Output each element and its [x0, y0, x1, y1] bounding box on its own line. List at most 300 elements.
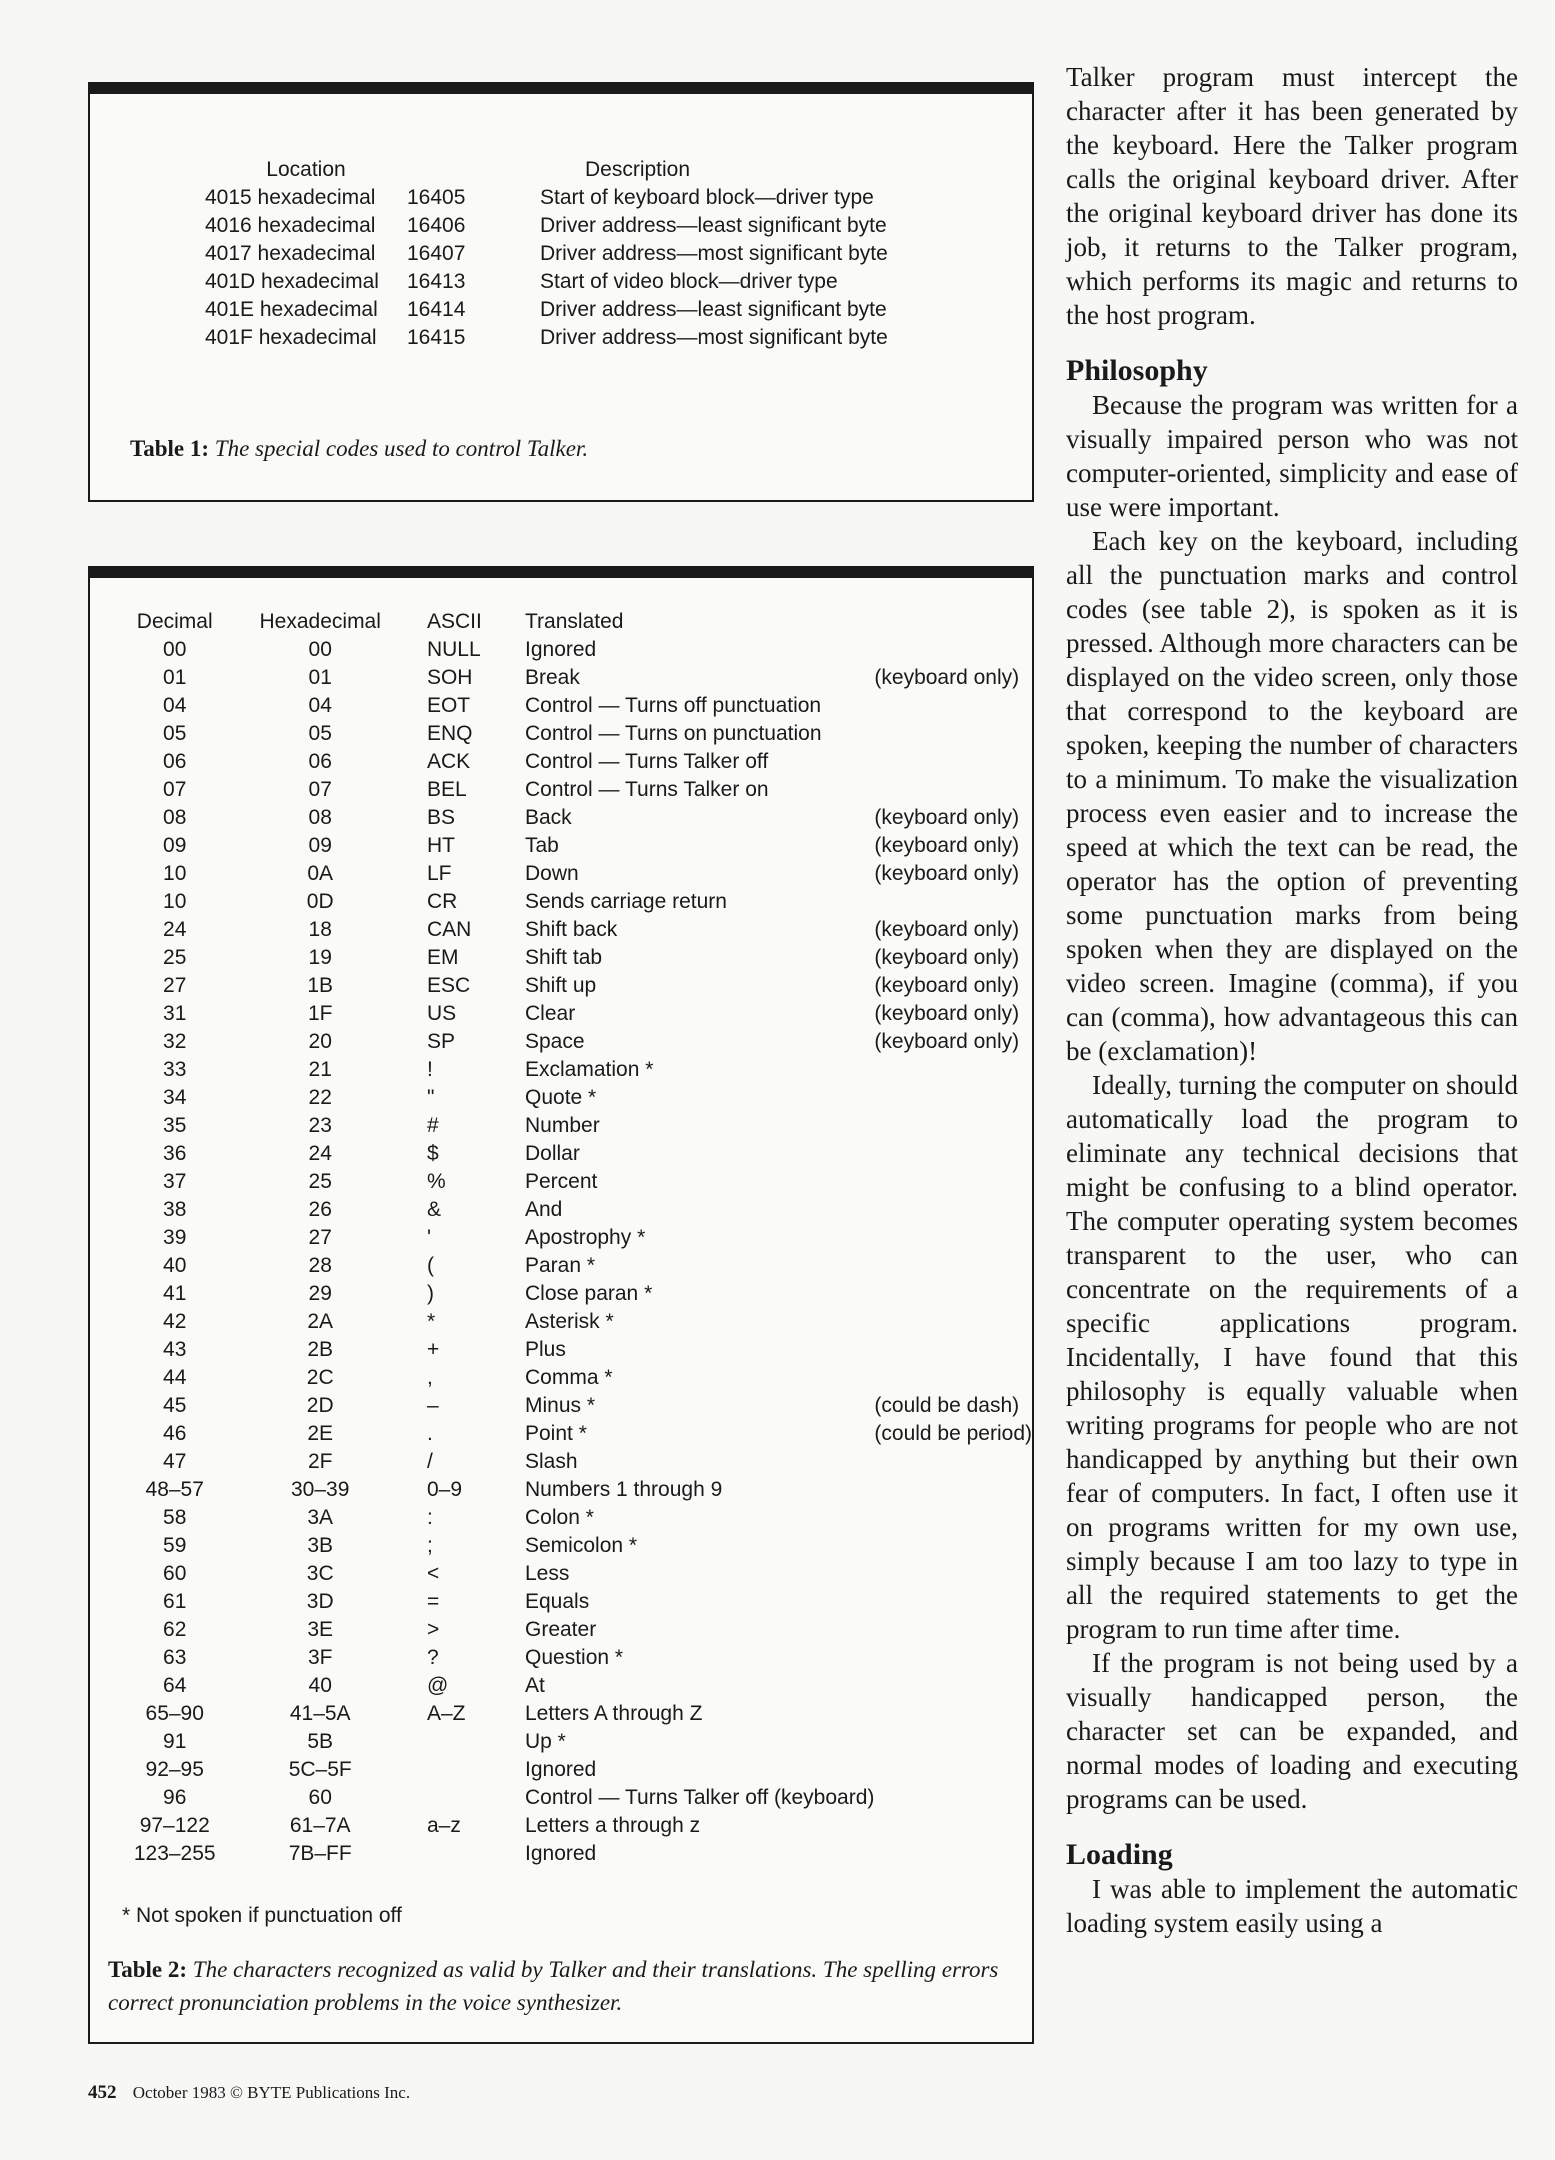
table2-cell-note	[874, 1840, 1032, 1868]
table2-cell-note	[874, 1476, 1032, 1504]
table2-cell-ascii: !	[426, 1058, 433, 1081]
table2-cell-decimal: 65–90	[145, 1702, 204, 1725]
table2-row	[128, 944, 1032, 972]
table2-cell-hex: 21	[308, 1058, 332, 1081]
table2-cell-ascii: BS	[426, 806, 455, 829]
table2-row	[128, 1532, 1032, 1560]
table2-cell-note	[874, 1700, 1032, 1728]
table2-cell-note	[874, 1084, 1032, 1112]
table2-cell-translated: Control — Turns Talker on	[525, 778, 769, 801]
table2-cell-translated: Close paran *	[525, 1282, 653, 1305]
table2-cell-ascii: "	[426, 1086, 435, 1109]
table2-cell-ascii: HT	[426, 834, 455, 857]
table1-panel	[88, 82, 1034, 502]
table2-cell-ascii: US	[426, 1002, 457, 1025]
table2-cell-hex: 5C–5F	[288, 1758, 352, 1781]
table2-cell-decimal: 59	[163, 1534, 187, 1557]
table2-cell-hex: 7B–FF	[288, 1842, 352, 1865]
table2-cell-ascii: CR	[426, 890, 458, 913]
table2-cell-ascii: =	[426, 1590, 440, 1613]
table2-cell-note	[874, 1224, 1032, 1252]
table1-cell-location: 401E hexadecimal	[205, 298, 378, 321]
table2-cell-translated: Apostrophy *	[525, 1226, 646, 1249]
table2-cell-note	[874, 1112, 1032, 1140]
table2-cell-ascii: %	[426, 1170, 446, 1193]
table2-footnote: * Not spoken if punctuation off	[122, 1904, 402, 1927]
table1-row	[205, 268, 888, 296]
table2-body	[128, 636, 1032, 1868]
table2-row	[128, 1252, 1032, 1280]
table2-row	[128, 1672, 1032, 1700]
table2-cell-hex: 01	[308, 666, 332, 689]
table2-cell-decimal: 46	[163, 1422, 187, 1445]
table2-cell-note	[874, 1644, 1032, 1672]
table2-cell-note	[874, 1756, 1032, 1784]
table2-cell-decimal: 63	[163, 1646, 187, 1669]
table2-cell-note: (keyboard only)	[874, 806, 1020, 829]
table2-cell-hex: 2B	[307, 1338, 334, 1361]
table2-panel	[88, 566, 1034, 2044]
loading-paragraph: I was able to implement the automatic loading system easily using a	[1066, 1874, 1518, 1938]
table2-cell-translated: Ignored	[525, 1842, 597, 1865]
table2-cell-note: (keyboard only)	[874, 1002, 1020, 1025]
table2-cell-translated: Colon *	[525, 1506, 594, 1529]
table2-cell-hex: 2D	[306, 1394, 334, 1417]
table2-cell-note: (keyboard only)	[874, 974, 1020, 997]
table2-cell-note	[874, 1056, 1032, 1084]
table2-cell-translated: And	[525, 1198, 563, 1221]
table2-row	[128, 1196, 1032, 1224]
table2-cell-ascii: &	[426, 1198, 441, 1221]
table2-cell-ascii: CAN	[426, 918, 472, 941]
table2-cell-decimal: 45	[163, 1394, 187, 1417]
table2-cell-hex: 5B	[307, 1730, 334, 1753]
table2-cell-ascii	[419, 1728, 525, 1756]
table2-row	[128, 1224, 1032, 1252]
table2-cell-translated: Control — Turns on punctuation	[525, 722, 822, 745]
table2-cell-note	[874, 1168, 1032, 1196]
table2-cell-hex: 2F	[307, 1450, 333, 1473]
table2-cell-decimal: 62	[163, 1618, 187, 1641]
table2-cell-translated: Minus *	[525, 1394, 596, 1417]
table2-row	[128, 860, 1032, 888]
table2-cell-ascii: –	[426, 1394, 439, 1417]
table2-cell-hex: 24	[308, 1142, 332, 1165]
table2-cell-note	[874, 776, 1032, 804]
philosophy-paragraph: Because the program was written for a visually impaired person who was not computer-oriented, simplicity and ease of use were important.	[1066, 390, 1518, 522]
table2-cell-translated: Up *	[525, 1730, 566, 1753]
table2-cell-note	[874, 1280, 1032, 1308]
table2-cell-note	[874, 720, 1032, 748]
philosophy-paragraph: Ideally, turning the computer on should automatically load the program to eliminate any technical decisions that might be confusing to a blind operator. The computer operating system becomes transparent to the user, who can concentrate on the requirements of a specific applications program. Incidentally, I have found that this philosophy is equally valuable when writing programs for people who are not handicapped by anything but their own fear of computers. In fact, I often use it on programs written for my own use, simply because I am too lazy to type in all the required statements to get the program to run time after time.	[1066, 1070, 1518, 1644]
table1-header-row	[205, 156, 888, 184]
table2-cell-note	[874, 1616, 1032, 1644]
table2-cell-decimal: 33	[163, 1058, 187, 1081]
table1-cell-description: Driver address—most significant byte	[540, 242, 888, 265]
table2-cell-decimal: 96	[163, 1786, 187, 1809]
table1-cell-location: 4016 hexadecimal	[205, 214, 376, 237]
table1-cell-decimal: 16414	[407, 298, 466, 321]
table2-cell-decimal: 36	[163, 1142, 187, 1165]
loading-heading: Loading	[1066, 1838, 1173, 1871]
table2-cell-hex: 20	[308, 1030, 332, 1053]
table2-cell-hex: 3D	[306, 1590, 334, 1613]
table2-cell-decimal: 97–122	[139, 1814, 210, 1837]
table2-row	[128, 1084, 1032, 1112]
table2-cell-decimal: 27	[163, 974, 187, 997]
table2-cell-hex: 0A	[307, 862, 334, 885]
table2-cell-hex: 3F	[307, 1646, 333, 1669]
table2-cell-decimal: 24	[163, 918, 187, 941]
table2-cell-ascii: ,	[426, 1366, 433, 1389]
table2-row	[128, 1812, 1032, 1840]
table2-cell-ascii: SOH	[426, 666, 473, 689]
table2-cell-translated: Letters a through z	[525, 1814, 701, 1837]
table2-cell-decimal: 35	[163, 1114, 187, 1137]
table1-caption	[130, 432, 588, 465]
table1-cell-description: Start of keyboard block—driver type	[540, 186, 874, 209]
table2-cell-hex: 00	[308, 638, 332, 661]
table1	[205, 156, 888, 352]
table2-cell-decimal: 38	[163, 1198, 187, 1221]
table2-cell-note	[874, 1812, 1032, 1840]
table2-cell-ascii: +	[426, 1338, 440, 1361]
table2-row	[128, 1280, 1032, 1308]
table2-cell-hex: 40	[308, 1674, 332, 1697]
table2-cell-ascii: BEL	[426, 778, 467, 801]
table2-row	[128, 692, 1032, 720]
table2-cell-translated: Exclamation *	[525, 1058, 654, 1081]
table2-cell-decimal: 09	[163, 834, 187, 857]
table2-cell-hex: 04	[308, 694, 332, 717]
table2-cell-hex: 1B	[307, 974, 334, 997]
table2-cell-decimal: 00	[163, 638, 187, 661]
table2-cell-translated: Ignored	[525, 1758, 597, 1781]
table1-caption-label: Table 1:	[130, 436, 210, 461]
table2-row	[128, 1588, 1032, 1616]
table2-row	[128, 1308, 1032, 1336]
table2-cell-hex: 09	[308, 834, 332, 857]
table2-row	[128, 972, 1032, 1000]
table2-cell-note	[874, 1504, 1032, 1532]
table2-cell-translated: Ignored	[525, 638, 597, 661]
page-footer	[88, 2082, 410, 2104]
table2-cell-translated: Percent	[525, 1170, 598, 1193]
table2-row	[128, 1056, 1032, 1084]
table2-cell-translated: Point *	[525, 1422, 587, 1445]
table2-cell-decimal: 42	[163, 1310, 187, 1333]
table2-cell-note: (keyboard only)	[874, 666, 1020, 689]
table2-cell-ascii: #	[426, 1114, 439, 1137]
table2-row	[128, 1140, 1032, 1168]
table1-cell-decimal: 16407	[407, 242, 466, 265]
table2-cell-note	[874, 1588, 1032, 1616]
table2-cell-decimal: 123–255	[133, 1842, 216, 1865]
table2-cell-hex: 60	[308, 1786, 332, 1809]
table2-cell-translated: Back	[525, 806, 572, 829]
table2-row	[128, 804, 1032, 832]
table2-cell-hex: 2A	[307, 1310, 334, 1333]
table2-cell-note	[874, 1308, 1032, 1336]
table2-cell-note	[874, 1784, 1032, 1812]
table2-cell-decimal: 40	[163, 1254, 187, 1277]
table2-cell-ascii: ESC	[426, 974, 471, 997]
table2-cell-ascii: ENQ	[426, 722, 473, 745]
table2-cell-decimal: 04	[163, 694, 187, 717]
table2-cell-note	[874, 1140, 1032, 1168]
table2-cell-translated: Asterisk *	[525, 1310, 614, 1333]
table2-cell-translated: Plus	[525, 1338, 566, 1361]
table2-row	[128, 1476, 1032, 1504]
table1-cell-location: 4015 hexadecimal	[205, 186, 376, 209]
table2-row	[128, 720, 1032, 748]
table2-cell-decimal: 08	[163, 806, 187, 829]
table2-cell-decimal: 44	[163, 1366, 187, 1389]
table2-cell-hex: 07	[308, 778, 332, 801]
table2-cell-ascii: (	[426, 1254, 434, 1277]
table2-caption-label: Table 2:	[108, 1957, 188, 1982]
table2-cell-note: (keyboard only)	[874, 834, 1020, 857]
table2-row	[128, 636, 1032, 664]
table2-cell-hex: 25	[308, 1170, 332, 1193]
table2-cell-ascii: a–z	[426, 1814, 461, 1837]
table2-cell-translated: Break	[525, 666, 580, 689]
table2-cell-hex: 3C	[306, 1562, 334, 1585]
table2-cell-decimal: 07	[163, 778, 187, 801]
table2-cell-note	[874, 888, 1032, 916]
table1-cell-location: 401F hexadecimal	[205, 326, 377, 349]
table2-cell-translated: Slash	[525, 1450, 578, 1473]
table2-cell-hex: 2E	[307, 1422, 334, 1445]
table2-row	[128, 1756, 1032, 1784]
table2-cell-note	[874, 1672, 1032, 1700]
table2-cell-translated: Control — Turns off punctuation	[525, 694, 822, 717]
table2-cell-ascii: ACK	[426, 750, 471, 773]
table2-cell-hex: 30–39	[291, 1478, 350, 1501]
table2-row	[128, 1728, 1032, 1756]
table1-cell-description: Driver address—most significant byte	[540, 326, 888, 349]
table2-cell-hex: 08	[308, 806, 332, 829]
table2-cell-decimal: 39	[163, 1226, 187, 1249]
table2-row	[128, 1000, 1032, 1028]
table2-cell-ascii: >	[426, 1618, 440, 1641]
table1-cell-location: 401D hexadecimal	[205, 270, 379, 293]
table2-cell-ascii: '	[426, 1226, 431, 1249]
table2-cell-ascii: ;	[426, 1534, 433, 1557]
article-intro: Talker program must intercept the character after it has been generated by the keyboard. Here the Talker program calls the original keyboard driver. After the original keyboard driver has done its job, it returns to the Talker program, which performs its magic and returns to the host program.	[1066, 62, 1518, 330]
table2-row	[128, 664, 1032, 692]
table2-cell-ascii: ?	[426, 1646, 439, 1669]
table2-cell-decimal: 60	[163, 1562, 187, 1585]
table2-cell-ascii: <	[426, 1562, 440, 1585]
table2-cell-hex: 26	[308, 1198, 332, 1221]
table2-cell-note	[874, 1728, 1032, 1756]
table2-cell-note	[874, 1336, 1032, 1364]
table2-cell-translated: At	[525, 1674, 545, 1697]
table2-cell-translated: Equals	[525, 1590, 590, 1613]
table1-cell-decimal: 16406	[407, 214, 466, 237]
table2-cell-decimal: 05	[163, 722, 187, 745]
table2-cell-hex: 3B	[307, 1534, 334, 1557]
table2-cell-ascii: EOT	[426, 694, 471, 717]
table2-cell-translated: Tab	[525, 834, 559, 857]
table2-cell-hex: 05	[308, 722, 332, 745]
table2-cell-decimal: 64	[163, 1674, 187, 1697]
table2-cell-note: (keyboard only)	[874, 946, 1020, 969]
table1-row	[205, 212, 888, 240]
table2	[128, 608, 1032, 1868]
table1-row	[205, 296, 888, 324]
table2-cell-ascii	[419, 1784, 525, 1812]
table2-cell-hex: 27	[308, 1226, 332, 1249]
table2-cell-hex: 1F	[307, 1002, 333, 1025]
table2-cell-decimal: 10	[163, 862, 187, 885]
table2-cell-ascii	[419, 1840, 525, 1868]
table2-row	[128, 1028, 1032, 1056]
table2-cell-decimal: 25	[163, 946, 187, 969]
table1-cell-decimal: 16413	[407, 270, 466, 293]
table2-cell-ascii: LF	[426, 862, 452, 885]
table1-cell-description: Driver address—least significant byte	[540, 298, 887, 321]
table2-cell-note	[874, 1532, 1032, 1560]
table2-row	[128, 1644, 1032, 1672]
table2-cell-translated: Clear	[525, 1002, 576, 1025]
table2-row	[128, 1112, 1032, 1140]
table2-cell-hex: 61–7A	[289, 1814, 351, 1837]
table2-cell-ascii: )	[426, 1282, 434, 1305]
table1-cell-location: 4017 hexadecimal	[205, 242, 376, 265]
table2-cell-translated: Control — Turns Talker off (keyboard)	[525, 1786, 875, 1809]
table2-cell-note	[874, 636, 1032, 664]
table2-cell-hex: 3E	[307, 1618, 334, 1641]
table2-cell-note	[874, 1448, 1032, 1476]
table2-cell-translated: Sends carriage return	[525, 890, 727, 913]
table2-row	[128, 1420, 1032, 1448]
table1-body	[205, 184, 888, 352]
table2-row	[128, 1448, 1032, 1476]
table2-cell-hex: 18	[308, 918, 332, 941]
table2-row	[128, 1504, 1032, 1532]
table2-cell-translated: Quote *	[525, 1086, 597, 1109]
article-column	[1066, 60, 1518, 1940]
table2-cell-translated: Dollar	[525, 1142, 580, 1165]
table2-row	[128, 1560, 1032, 1588]
table2-cell-translated: Shift tab	[525, 946, 603, 969]
table2-header-translated: Translated	[525, 610, 624, 633]
table2-cell-decimal: 92–95	[145, 1758, 204, 1781]
table2-cell-decimal: 10	[163, 890, 187, 913]
table2-cell-note	[874, 1196, 1032, 1224]
table2-cell-hex: 19	[308, 946, 332, 969]
table2-cell-decimal: 32	[163, 1030, 187, 1053]
table1-caption-text: The special codes used to control Talker.	[214, 436, 589, 461]
table2-header-row	[128, 608, 1032, 636]
table2-cell-decimal: 41	[163, 1282, 187, 1305]
table2-cell-note	[874, 1364, 1032, 1392]
table2-cell-note	[874, 692, 1032, 720]
philosophy-heading: Philosophy	[1066, 354, 1208, 387]
table2-cell-translated: Comma *	[525, 1366, 613, 1389]
table1-header-description: Description	[585, 158, 691, 181]
table1-row	[205, 240, 888, 268]
table2-cell-hex: 06	[308, 750, 332, 773]
table2-cell-ascii: 0–9	[426, 1478, 463, 1501]
table2-cell-translated: Control — Turns Talker off	[525, 750, 769, 773]
table2-caption	[108, 1953, 1013, 2019]
table2-cell-ascii: :	[426, 1506, 433, 1529]
table2-cell-translated: Paran *	[525, 1254, 596, 1277]
table2-cell-decimal: 06	[163, 750, 187, 773]
table2-cell-translated: Shift back	[525, 918, 618, 941]
table2-cell-hex: 28	[308, 1254, 332, 1277]
table2-cell-ascii	[419, 1756, 525, 1784]
table2-cell-hex: 3A	[307, 1506, 334, 1529]
table2-cell-note: (keyboard only)	[874, 862, 1020, 885]
table2-cell-translated: Less	[525, 1562, 570, 1585]
table2-cell-translated: Numbers 1 through 9	[525, 1478, 723, 1501]
table1-row	[205, 184, 888, 212]
table2-cell-ascii: $	[426, 1142, 439, 1165]
table2-row	[128, 776, 1032, 804]
table2-header-hex: Hexadecimal	[259, 610, 381, 633]
table2-cell-decimal: 47	[163, 1450, 187, 1473]
table2-cell-hex: 41–5A	[289, 1702, 351, 1725]
table2-caption-text: The characters recognized as valid by Talker and their translations. The spelling errors correct pronunciation problems in the voice synthesizer.	[108, 1957, 999, 2015]
table2-row	[128, 832, 1032, 860]
table2-row	[128, 1784, 1032, 1812]
table2-cell-ascii: .	[426, 1422, 433, 1445]
table2-row	[128, 1336, 1032, 1364]
table2-cell-ascii: NULL	[426, 638, 481, 661]
table1-cell-description: Driver address—least significant byte	[540, 214, 887, 237]
table2-cell-hex: 23	[308, 1114, 332, 1137]
table2-header-note	[874, 608, 1032, 636]
table1-row	[205, 324, 888, 352]
table2-cell-note: (could be period)	[874, 1422, 1032, 1445]
table2-cell-decimal: 34	[163, 1086, 187, 1109]
table2-cell-note	[874, 1560, 1032, 1588]
table2-cell-translated: Down	[525, 862, 579, 885]
table2-cell-ascii: EM	[426, 946, 459, 969]
table2-cell-translated: Space	[525, 1030, 585, 1053]
table2-cell-note	[874, 1252, 1032, 1280]
table2-cell-decimal: 48–57	[145, 1478, 204, 1501]
table2-cell-decimal: 43	[163, 1338, 187, 1361]
table2-cell-ascii: *	[426, 1310, 436, 1333]
page-number: 452	[88, 2082, 117, 2103]
table2-cell-translated: Letters A through Z	[525, 1702, 703, 1725]
table2-cell-note: (could be dash)	[874, 1394, 1020, 1417]
table2-cell-decimal: 91	[163, 1730, 187, 1753]
table2-cell-translated: Shift up	[525, 974, 597, 997]
table2-cell-decimal: 31	[163, 1002, 187, 1025]
table1-header-decimal	[407, 156, 540, 184]
footer-credit: October 1983 © BYTE Publications Inc.	[132, 2083, 411, 2102]
table2-cell-note	[874, 748, 1032, 776]
table2-header-ascii: ASCII	[426, 610, 482, 633]
table1-cell-decimal: 16405	[407, 186, 466, 209]
table2-row	[128, 1616, 1032, 1644]
table2-row	[128, 888, 1032, 916]
table2-cell-translated: Question *	[525, 1646, 624, 1669]
table2-cell-hex: 22	[308, 1086, 332, 1109]
table2-row	[128, 916, 1032, 944]
table2-cell-decimal: 01	[163, 666, 187, 689]
table2-cell-hex: 2C	[306, 1366, 334, 1389]
table2-cell-decimal: 61	[163, 1590, 187, 1613]
table2-cell-ascii: @	[426, 1674, 449, 1697]
table2-row	[128, 1840, 1032, 1868]
